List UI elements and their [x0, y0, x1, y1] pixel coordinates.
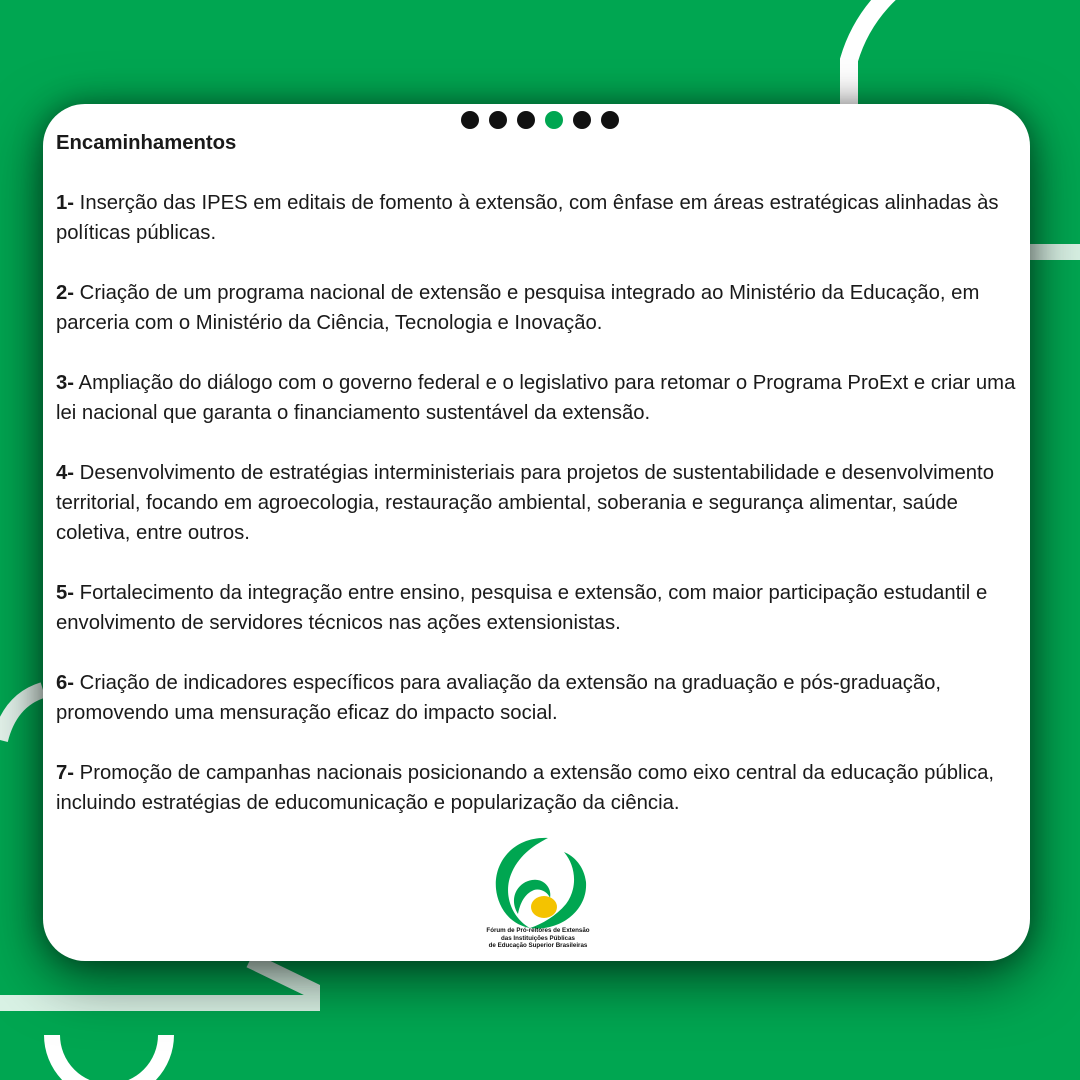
item-text: Inserção das IPES em editais de fomento à extensão, com ênfase em áreas estratégicas alinhadas às políticas públicas. — [56, 192, 999, 244]
pager-dot[interactable] — [489, 111, 507, 129]
pager-dot[interactable] — [517, 111, 535, 129]
list-item — [56, 458, 1016, 548]
page-title: Encaminhamentos — [56, 132, 237, 154]
item-text: Ampliação do diálogo com o governo federal e o legislativo para retomar o Programa ProExt e criar uma lei nacional que garanta o financiamento sustentável da extensão. — [56, 372, 1016, 424]
item-number: 3- — [56, 372, 75, 394]
item-text: Desenvolvimento de estratégias interministeriais para projetos de sustentabilidade e desenvolvimento territorial, focando em agroecologia, restauração ambiental, soberania e segurança alimentar, saúde coletiva, entre outros. — [56, 462, 994, 544]
pager-dot[interactable] — [573, 111, 591, 129]
item-number: 7- — [56, 762, 75, 784]
list-item — [56, 278, 1016, 338]
carousel-pager — [461, 111, 619, 129]
pager-dot[interactable] — [461, 111, 479, 129]
item-text: Promoção de campanhas nacionais posicionando a extensão como eixo central da educação pública, incluindo estratégias de educomunicação e popularização da ciência. — [56, 762, 995, 814]
list-item — [56, 188, 1016, 248]
logo-caption-line: de Educação Superior Brasileiras — [488, 942, 588, 950]
item-number: 5- — [56, 582, 75, 604]
pager-dot-active[interactable] — [545, 111, 563, 129]
item-text: Fortalecimento da integração entre ensino, pesquisa e extensão, com maior participação estudantil e envolvimento de servidores técnicos nas ações extensionistas. — [56, 582, 988, 634]
list-item — [56, 578, 1016, 638]
card-content — [56, 128, 1016, 848]
list-item — [56, 368, 1016, 428]
list-item — [56, 758, 1016, 818]
pager-dot[interactable] — [601, 111, 619, 129]
item-text: Criação de um programa nacional de extensão e pesquisa integrado ao Ministério da Educação, em parceria com o Ministério da Ciência, Tecnologia e Inovação. — [56, 282, 980, 334]
item-number: 2- — [56, 282, 75, 304]
item-number: 1- — [56, 192, 75, 214]
item-text: Criação de indicadores específicos para avaliação da extensão na graduação e pós-graduação, promovendo uma mensuração eficaz do impacto social. — [56, 672, 942, 724]
logo-caption-line: Fórum de Pró-reitores de Extensão — [486, 927, 590, 934]
list-item — [56, 668, 1016, 728]
logo-caption-line: das Instituições Públicas — [501, 934, 575, 942]
logo-caption — [468, 927, 608, 950]
item-number: 6- — [56, 672, 75, 694]
item-number: 4- — [56, 462, 75, 484]
